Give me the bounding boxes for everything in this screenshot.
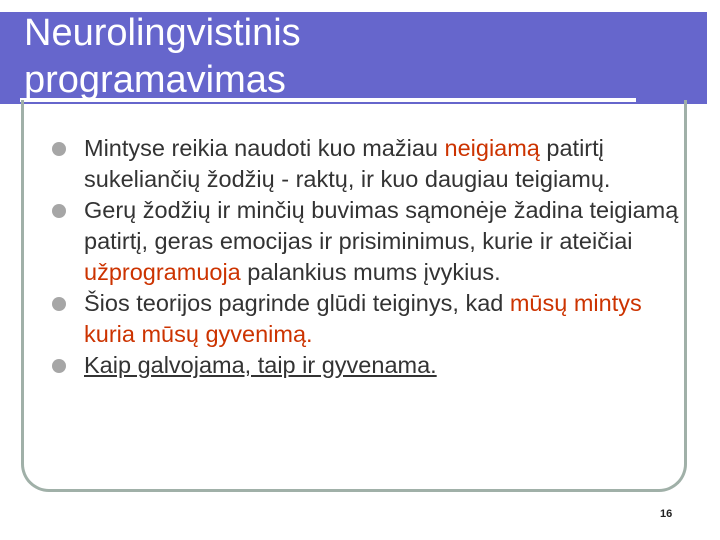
page-number: 16 <box>660 508 673 520</box>
bullet-item-2 <box>52 195 692 288</box>
bullet-4-underlined: Kaip galvojama, taip ir gyvenama. <box>84 352 437 378</box>
bullet-dot-icon <box>52 359 66 373</box>
bullet-list <box>52 133 692 381</box>
bullet-2-text-end: palankius mums įvykius. <box>240 259 501 285</box>
bullet-2-highlight: užprogramuoja <box>84 259 241 285</box>
bullet-1-highlight: neigiamą <box>444 135 540 161</box>
bullet-dot-icon <box>52 142 66 156</box>
bullet-1-text: Mintyse reikia naudoti kuo mažiau <box>84 135 445 161</box>
bullet-2-text: Gerų žodžių ir minčių buvimas sąmonėje žadina teigiamą patirtį, geras emocijas ir prisiminimus, kurie ir ateičiai <box>84 197 679 254</box>
bullet-item-3 <box>52 288 692 350</box>
bullet-item-1 <box>52 133 692 195</box>
bullet-1-text-end: patirtį sukeliančių žodžių - raktų, ir kuo daugiau teigiamų. <box>84 135 611 192</box>
slide-title: Neurolingvistinis programavimas <box>24 12 301 101</box>
bullet-dot-icon <box>52 297 66 311</box>
bullet-3-highlight: mūsų mintys kuria mūsų gyvenimą. <box>84 290 642 347</box>
bullet-3-text: Šios teorijos pagrinde glūdi teiginys, kad <box>84 290 510 316</box>
bullet-item-4 <box>52 350 692 381</box>
slide-content <box>52 133 692 381</box>
bullet-dot-icon <box>52 204 66 218</box>
